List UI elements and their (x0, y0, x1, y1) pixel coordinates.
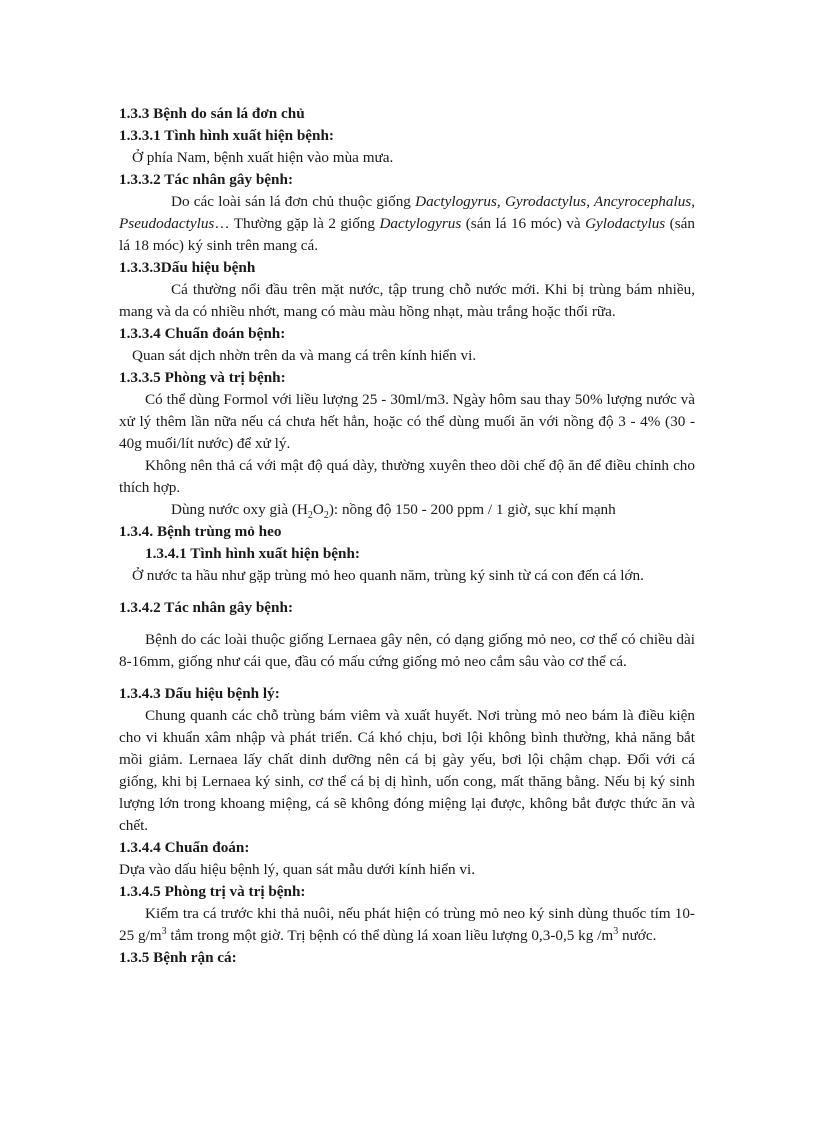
heading-1-3-4-4: 1.3.4.4 Chuẩn đoán: (119, 839, 250, 856)
genus-gylodactylus: Gylodactylus (585, 215, 666, 232)
paragraph-1-3-3-3: Cá thường nổi đầu trên mặt nước, tập trung chỗ nước mới. Khi bị trùng bám nhiều, mang và da có nhiều nhớt, mang có màu màu hồng nhạt, màu trắng hoặc thối rữa. (119, 281, 695, 320)
paragraph-1-3-3-5a: Có thể dùng Formol với liều lượng 25 - 30ml/m3. Ngày hôm sau thay 50% lượng nước và xử lý thêm lần nữa nếu cá chưa hết hẳn, hoặc có thể dùng muối ăn với nồng độ 3 - 4% (30 - 40g muối/lít nước) để xử lý. (119, 391, 695, 452)
section-title-1-3-5: 1.3.5 Bệnh rận cá: (119, 949, 237, 966)
paragraph-1-3-4-1: Ở nước ta hầu như gặp trùng mỏ heo quanh năm, trùng ký sinh từ cá con đến cá lớn. (132, 567, 644, 584)
paragraph-1-3-3-5c: Dùng nước oxy già $(H_2O_2)$: nồng độ 150 - 200 ppm / 1 giờ, sục khí mạnh (171, 501, 616, 522)
paragraph-1-3-3-4: Quan sát dịch nhờn trên da và mang cá trên kính hiển vi. (132, 347, 477, 364)
heading-1-3-4-1: 1.3.4.1 Tình hình xuất hiện bệnh: (145, 545, 360, 562)
paragraph-1-3-4-2: Bệnh do các loài thuộc giống Lernaea gây nên, có dạng giống mỏ neo, cơ thể có chiều dài 8-16mm, giống như cái que, đầu có mấu cứng giống mỏ neo cắm sâu vào cơ thể cá. (119, 631, 695, 670)
document-page (119, 103, 695, 969)
heading-1-3-3-1: 1.3.3.1 Tình hình xuất hiện bệnh: (119, 127, 334, 144)
genus-dactylogyrus: Dactylogyrus (379, 215, 462, 232)
heading-1-3-3-3: 1.3.3.3Dấu hiệu bệnh (119, 259, 256, 276)
paragraph-1-3-4-5: Kiểm tra cá trước khi thả nuôi, nếu phát hiện có trùng mỏ neo ký sinh dùng thuốc tím 10-25 $g/m^3$ tắm trong một giờ. Trị bệnh có thể dùng lá xoan liều lượng 0,3-0,5 kg $/m^3$ nước. (119, 905, 695, 944)
section-title-1-3-3: 1.3.3 Bệnh do sán lá đơn chủ (119, 105, 305, 122)
genus-names-italic: Dactylogyrus, Gyrodactylus, Ancyrocephalus, Pseudodactylus (119, 193, 696, 232)
paragraph-1-3-4-3: Chung quanh các chỗ trùng bám viêm và xuất huyết. Nơi trùng mỏ neo bám là điều kiện cho vi khuẩn xâm nhập và phát triển. Cá khó chịu, bơi lội không bình thường, khả năng bắt mồi giảm. Lernaea lấy chất dinh dưỡng nên cá bị gày yếu, bơi lội chậm chạp. Đối với cá giống, khi bị Lernaea ký sinh, cơ thể cá bị dị hình, uốn cong, mất thăng bằng. Nếu bị ký sinh lượng lớn trong khoang miệng, cá sẽ không đóng miệng lại được, không bắt được thức ăn và chết. (119, 707, 695, 834)
heading-1-3-3-5: 1.3.3.5 Phòng và trị bệnh: (119, 369, 286, 386)
paragraph-1-3-3-5b: Không nên thả cá với mật độ quá dày, thường xuyên theo dõi chế độ ăn để điều chỉnh cho thích hợp. (119, 457, 695, 496)
paragraph-1-3-3-1: Ở phía Nam, bệnh xuất hiện vào mùa mưa. (132, 149, 394, 166)
section-title-1-3-4: 1.3.4. Bệnh trùng mỏ heo (119, 523, 282, 540)
paragraph-1-3-3-2: Do các loài sán lá đơn chủ thuộc giống Dactylogyrus, Gyrodactylus, Ancyrocephalus, Pseudodactylus… Thường gặp là 2 giống Dactylogyrus (sán lá 16 móc) và Gylodactylus (sán lá 18 móc) ký sinh trên mang cá. (119, 193, 696, 254)
heading-1-3-4-2: 1.3.4.2 Tác nhân gây bệnh: (119, 599, 293, 616)
heading-1-3-3-2: 1.3.3.2 Tác nhân gây bệnh: (119, 171, 293, 188)
heading-1-3-4-5: 1.3.4.5 Phòng trị và trị bệnh: (119, 883, 306, 900)
heading-1-3-4-3: 1.3.4.3 Dấu hiệu bệnh lý: (119, 685, 280, 702)
paragraph-1-3-4-4: Dựa vào dấu hiệu bệnh lý, quan sát mẫu dưới kính hiển vi. (119, 861, 476, 878)
heading-1-3-3-4: 1.3.3.4 Chuẩn đoán bệnh: (119, 325, 286, 342)
